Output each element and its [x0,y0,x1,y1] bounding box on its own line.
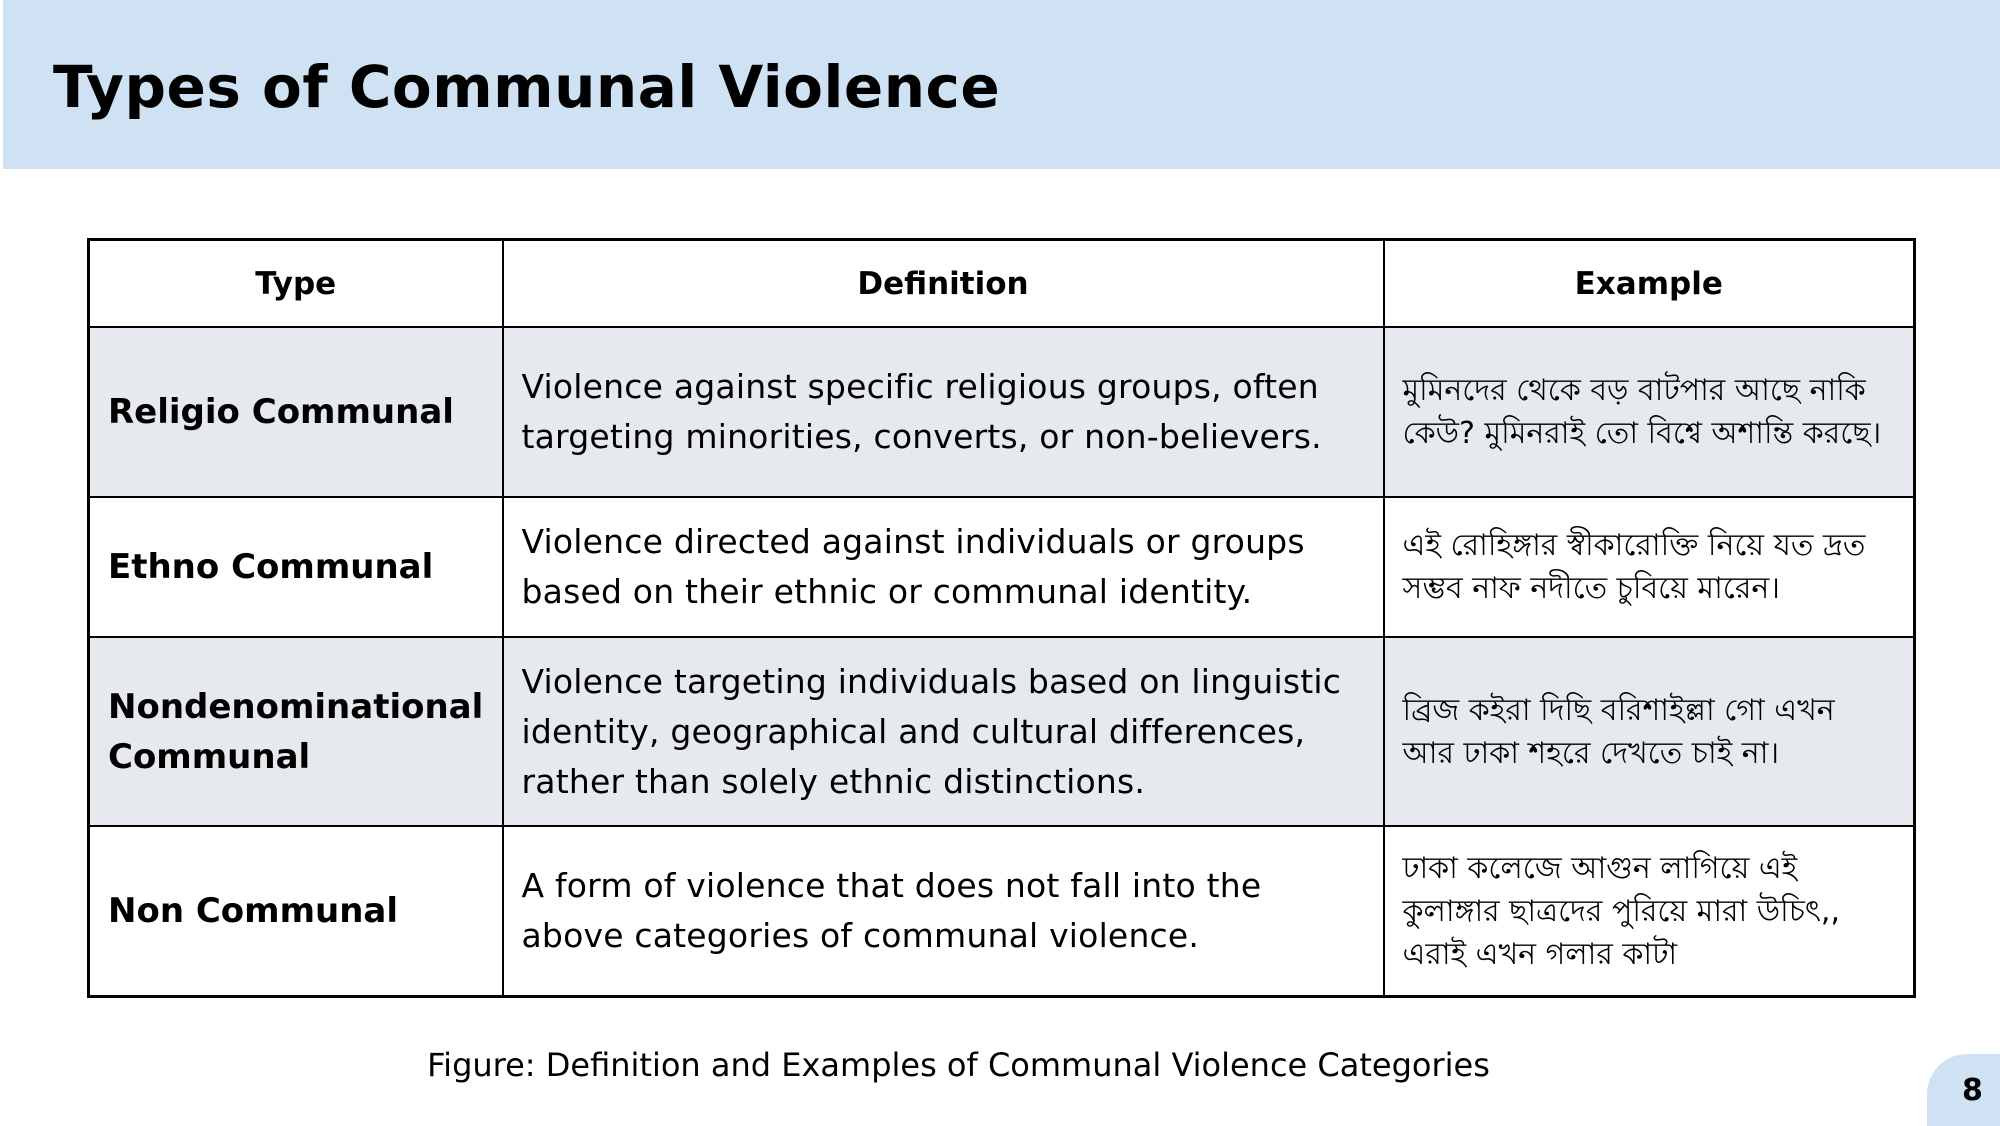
table-row [89,826,1915,997]
violence-types-table [87,238,1916,998]
column-header-definition: Definition [503,240,1384,328]
example-cell: ঢাকা কলেজে আগুন লাগিয়ে এই কুলাঙ্গার ছাত্রদের পুরিয়ে মারা উচিৎ,, এরাই এখন গলার কাটা [1384,826,1915,997]
definition-cell: A form of violence that does not fall into the above categories of communal violence. [503,826,1384,997]
type-cell: Non Communal [89,826,503,997]
column-header-type: Type [89,240,503,328]
table-row [89,637,1915,826]
figure-caption: Figure: Definition and Examples of Communal Violence Categories [427,1046,1490,1084]
example-cell: মুমিনদের থেকে বড় বাটপার আছে নাকি কেউ? মুমিনরাই তো বিশ্বে অশান্তি করছে। [1384,327,1915,497]
type-cell: Religio Communal [89,327,503,497]
definition-cell: Violence targeting individuals based on linguistic identity, geographical and cultural differences, rather than solely ethnic distinctions. [503,637,1384,826]
definition-cell: Violence against specific religious groups, often targeting minorities, converts, or non-believers. [503,327,1384,497]
column-header-example: Example [1384,240,1915,328]
table-row [89,497,1915,637]
header-band [3,0,2000,169]
example-cell: ব্রিজ কইরা দিছি বরিশাইল্লা গো এখন আর ঢাকা শহরে দেখতে চাই না। [1384,637,1915,826]
type-cell: Ethno Communal [89,497,503,637]
table-row [89,327,1915,497]
example-cell: এই রোহিঙ্গার স্বীকারোক্তি নিয়ে যত দ্রত সম্ভব নাফ নদীতে চুবিয়ে মারেন। [1384,497,1915,637]
page-title: Types of Communal Violence [53,53,1001,121]
table-header-row [89,240,1915,328]
type-cell: Nondenominational Communal [89,637,503,826]
definition-cell: Violence directed against individuals or groups based on their ethnic or communal identity. [503,497,1384,637]
page-number-badge: 8 [1927,1054,2000,1126]
